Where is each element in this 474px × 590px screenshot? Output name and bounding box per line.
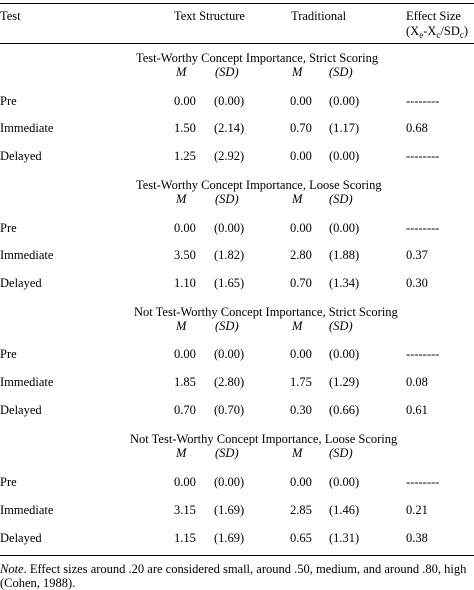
table-cell-ts-m: 1.85 <box>174 375 196 389</box>
header-rule <box>0 43 474 44</box>
table-cell-tr-sd: (1.31) <box>329 531 360 545</box>
table-note <box>0 562 474 590</box>
table-cell-tr-m: 0.65 <box>290 531 312 545</box>
section-title: Test-Worthy Concept Importance, Strict Scoring <box>136 51 379 65</box>
table-cell-ts-m: 1.10 <box>174 276 196 290</box>
table-cell-ts-m: 0.00 <box>174 347 196 361</box>
table-cell-ts-sd: (2.14) <box>214 121 245 135</box>
table-cell-es: -------- <box>406 221 440 235</box>
section-title: Not Test-Worthy Concept Importance, Loose Scoring <box>130 432 398 446</box>
subheader-tr-sd: (SD) <box>329 319 353 333</box>
table-cell-ts-sd: (2.80) <box>214 375 245 389</box>
table-cell-es: 0.08 <box>406 375 428 389</box>
subheader-ts-sd: (SD) <box>215 446 239 460</box>
table-cell-es: -------- <box>406 149 440 163</box>
table-cell-tr-sd: (0.00) <box>329 149 360 163</box>
table-cell-ts-m: 3.15 <box>174 503 196 517</box>
table-cell-test: Delayed <box>0 149 42 163</box>
table-cell-tr-m: 0.70 <box>290 121 312 135</box>
header-effect-size: Effect Size <box>406 9 461 23</box>
top-rule <box>0 3 474 4</box>
table-cell-ts-sd: (1.65) <box>214 276 245 290</box>
table-cell-ts-sd: (2.92) <box>214 149 245 163</box>
table-cell-ts-sd: (0.00) <box>214 475 245 489</box>
table-cell-es: -------- <box>406 347 440 361</box>
table-cell-tr-sd: (1.88) <box>329 248 360 262</box>
subheader-ts-sd: (SD) <box>215 192 239 206</box>
subheader-ts-sd: (SD) <box>215 65 239 79</box>
table-cell-tr-m: 0.70 <box>290 276 312 290</box>
table-cell-es: 0.68 <box>406 121 428 135</box>
table-cell-es: -------- <box>406 94 440 108</box>
table-cell-ts-sd: (1.69) <box>214 503 245 517</box>
table-cell-tr-sd: (0.00) <box>329 94 360 108</box>
table-cell-es: 0.30 <box>406 276 428 290</box>
table-cell-tr-sd: (0.66) <box>329 403 360 417</box>
table-cell-tr-sd: (1.29) <box>329 375 360 389</box>
table-cell-ts-sd: (1.69) <box>214 531 245 545</box>
header-text-structure: Text Structure <box>174 9 245 23</box>
section-title: Not Test-Worthy Concept Importance, Strict Scoring <box>134 305 398 319</box>
table-cell-test: Delayed <box>0 403 42 417</box>
subheader-ts-m: M <box>176 446 187 460</box>
table-cell-test: Pre <box>0 221 17 235</box>
header-test: Test <box>0 9 21 23</box>
header-effect-formula: $(X_e-X_c/SD_c)$ <box>406 24 469 40</box>
table-cell-ts-m: 0.00 <box>174 475 196 489</box>
table-cell-test: Immediate <box>0 248 54 262</box>
table-cell-ts-m: 0.00 <box>174 221 196 235</box>
table-cell-ts-m: 1.50 <box>174 121 196 135</box>
table-cell-es: 0.61 <box>406 403 428 417</box>
note-text: . Effect sizes around .20 are considered small, around .50, medium, and around .80, high (Cohen, 1988). <box>0 562 467 590</box>
table-cell-tr-sd: (0.00) <box>329 475 360 489</box>
subheader-tr-m: M <box>292 446 303 460</box>
note-label: Note <box>0 562 24 576</box>
subheader-tr-m: M <box>292 65 303 79</box>
subheader-tr-m: M <box>292 192 303 206</box>
table-cell-test: Pre <box>0 347 17 361</box>
table-cell-tr-m: 0.00 <box>290 94 312 108</box>
table-cell-ts-sd: (0.70) <box>214 403 245 417</box>
table-cell-tr-m: 0.00 <box>290 149 312 163</box>
subheader-tr-sd: (SD) <box>329 65 353 79</box>
table-cell-ts-sd: (0.00) <box>214 221 245 235</box>
table-cell-tr-sd: (1.17) <box>329 121 360 135</box>
table-cell-tr-m: 0.30 <box>290 403 312 417</box>
table-cell-ts-m: 0.00 <box>174 94 196 108</box>
table-cell-tr-m: 0.00 <box>290 347 312 361</box>
table-cell-test: Pre <box>0 475 17 489</box>
bottom-rule <box>0 555 474 556</box>
section-title: Test-Worthy Concept Importance, Loose Scoring <box>136 178 382 192</box>
table-cell-tr-m: 0.00 <box>290 221 312 235</box>
table-cell-ts-sd: (0.00) <box>214 94 245 108</box>
table-cell-tr-m: 2.80 <box>290 248 312 262</box>
table-cell-ts-m: 1.25 <box>174 149 196 163</box>
subheader-ts-m: M <box>176 319 187 333</box>
table-cell-ts-sd: (1.82) <box>214 248 245 262</box>
table-cell-es: 0.37 <box>406 248 428 262</box>
table-cell-es: -------- <box>406 475 440 489</box>
table-cell-tr-sd: (0.00) <box>329 221 360 235</box>
table-cell-ts-m: 3.50 <box>174 248 196 262</box>
table-cell-es: 0.21 <box>406 503 428 517</box>
table-cell-tr-m: 0.00 <box>290 475 312 489</box>
table-cell-test: Delayed <box>0 276 42 290</box>
table-cell-tr-sd: (1.34) <box>329 276 360 290</box>
subheader-tr-sd: (SD) <box>329 192 353 206</box>
table-cell-ts-m: 0.70 <box>174 403 196 417</box>
table-cell-test: Immediate <box>0 503 54 517</box>
table-cell-tr-m: 1.75 <box>290 375 312 389</box>
table-cell-tr-sd: (0.00) <box>329 347 360 361</box>
table-cell-test: Delayed <box>0 531 42 545</box>
header-traditional: Traditional <box>291 9 347 23</box>
table-cell-test: Immediate <box>0 121 54 135</box>
table-cell-tr-m: 2.85 <box>290 503 312 517</box>
table-cell-ts-sd: (0.00) <box>214 347 245 361</box>
subheader-ts-m: M <box>176 65 187 79</box>
table-cell-es: 0.38 <box>406 531 428 545</box>
table-cell-test: Pre <box>0 94 17 108</box>
subheader-ts-m: M <box>176 192 187 206</box>
subheader-ts-sd: (SD) <box>215 319 239 333</box>
table-cell-test: Immediate <box>0 375 54 389</box>
table-cell-tr-sd: (1.46) <box>329 503 360 517</box>
subheader-tr-m: M <box>292 319 303 333</box>
table-cell-ts-m: 1.15 <box>174 531 196 545</box>
subheader-tr-sd: (SD) <box>329 446 353 460</box>
